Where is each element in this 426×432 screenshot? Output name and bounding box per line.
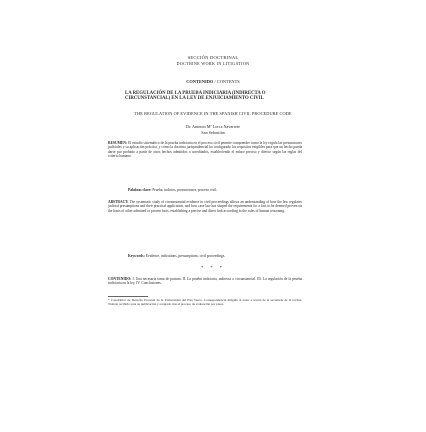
article-title-en: THE REGULATION OF EVIDENCE IN THE SPANISH CIVIL PROCEDURE CODE <box>134 111 292 116</box>
contents-header <box>0 79 426 84</box>
keywords-en-label: Keywords: <box>128 254 145 258</box>
abstract-en-label: ABSTRACT: <box>108 200 129 204</box>
author-affiliation: San Sebastián <box>201 130 225 135</box>
keywords-es-text: Prueba, indicios, presunciones, proceso civil. <box>152 188 218 192</box>
author-name: Dr. Antonio Mª Lorca Navarrete <box>185 124 241 129</box>
footnotes: * Catedrático de Derecho Procesal de la Universidad del País Vasco. Correspondencia dirigida al autor a través de la secretaría de la revista. Trabajo recibido para su publicación y aceptado tras el proceso de evaluación por pares. <box>108 298 302 306</box>
contents-label: CONTENIDO <box>186 79 214 84</box>
abstract-es-label: RESUMEN: <box>108 141 128 145</box>
keywords-es-label: Palabras clave: <box>128 188 152 192</box>
contents-separator: / <box>214 79 217 84</box>
keywords-en <box>128 254 288 258</box>
section-title: SECCIÓN DOCTRINAL <box>187 55 239 60</box>
abstract-es-text: El estudio sistemático de la prueba indiciaria en el proceso civil permite comprender como la ley regula las presunciones judiciales y su aplicación práctica, y cómo la doctrina jurisprudencial ha configurado los requisitos exigibles para que un hecho pueda darse por probado a partir de otros hechos admitidos o acreditados, estableciendo el enlace preciso y directo según las reglas del criterio humano. <box>108 141 302 159</box>
abstract-en-text: The systematic study of circumstantial evidence in civil proceedings allows an understanding of how the law regulates judicial presumptions and their practical application, and how case law has shaped the requirements for a fact to be deemed proven on the basis of other admitted or proven facts, establishing a precise and direct link according to the rules of human reasoning. <box>108 200 302 213</box>
abstract-en <box>108 200 302 213</box>
section-subtitle: DOCTRINE WORK IN LITIGATION <box>176 61 250 66</box>
footnote-rule <box>108 296 148 297</box>
contents-list <box>108 277 302 286</box>
contents-list-label: CONTENIDO: <box>108 277 132 281</box>
section-separator: * * * <box>201 265 225 270</box>
contents-label-en: CONTENTS <box>216 79 240 84</box>
article-title: LA REGULACIÓN DE LA PRUEBA INDICIARIA (INDIRECTA O CIRCUNSTANCIAL) EN LA LEY DE ENJUICIAMIENTO CIVIL <box>125 91 266 101</box>
contents-list-text: I. Una necesaria toma de postura. II. La prueba indiciaria, indirecta o circunstancial. III. La regulación de la prueba indiciaria en la ley. IV. Conclusiones. <box>108 277 302 286</box>
keywords-es <box>128 188 288 192</box>
abstract-es <box>108 141 302 159</box>
keywords-en-text: Evidence, indications, presumptions, civil proceedings. <box>145 254 226 258</box>
